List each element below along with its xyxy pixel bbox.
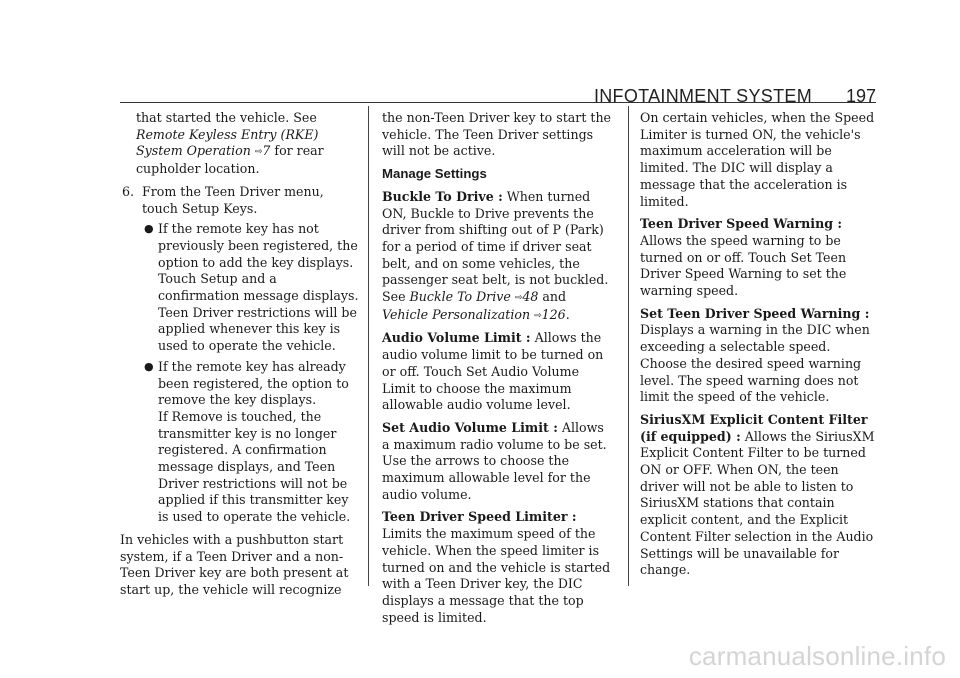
column-divider-2	[628, 106, 629, 586]
link-rke[interactable]: Remote Keyless Entry (RKE) System Operation	[136, 126, 319, 159]
paragraph-rke: that started the vehicle. See Remote Keyless Entry (RKE) System Operation ⇨7 for rear cupholder location.	[136, 110, 324, 177]
page-ref-icon: ⇨	[254, 147, 263, 158]
link-vehicle-personalization[interactable]: Vehicle Personalization	[382, 306, 531, 322]
link-buckle-to-drive[interactable]: Buckle To Drive	[409, 289, 511, 305]
page-ref-48[interactable]: 48	[522, 289, 539, 305]
bullet-icon: ●	[144, 359, 154, 373]
heading-manage-settings: Manage Settings	[382, 166, 487, 182]
setting-speed-warning: Teen Driver Speed Warning : Allows the speed warning to be turned on or off. Touch Set Teen Driver Speed Warning to set the warning speed.	[640, 216, 847, 299]
setting-speed-limiter: Teen Driver Speed Limiter : Limits the maximum speed of the vehicle. When the speed limiter is turned on and the vehicle is started with a Teen Driver key, the DIC displays a message that the top speed is limited.	[382, 509, 611, 625]
page-ref-icon: ⇨	[514, 293, 523, 304]
paragraph-pushbutton: In vehicles with a pushbutton start system, if a Teen Driver and a non-Teen Driver key are both present at start up, the vehicle will recognize	[120, 531, 349, 597]
column-3	[640, 110, 876, 585]
paragraph-not-active: the non-Teen Driver key to start the vehicle. The Teen Driver settings will not be active.	[382, 110, 612, 159]
setting-set-audio-volume-limit: Set Audio Volume Limit : Allows a maximum radio volume to be set. Use the arrows to choose the maximum allowable level for the audio volume.	[382, 419, 607, 502]
watermark: carmanualsonline.info	[688, 641, 946, 671]
page-header	[120, 86, 876, 108]
step-6: 6. From the Teen Driver menu, touch Setup Keys.	[122, 183, 324, 216]
setting-explicit-content-filter: SiriusXM Explicit Content Filter (if equipped) : Allows the SiriusXM Explicit Content Filter to be turned ON or OFF. When ON, the teen driver will not be able to listen to SiriusXM stations that contain explicit content, and the Explicit Content Filter selection in the Audio Settings will be unavailable for change.	[640, 411, 875, 578]
setting-set-speed-warning: Set Teen Driver Speed Warning : Displays a warning in the DIC when exceeding a selectable speed. Choose the desired speed warning level. The speed warning does not limit the speed of the vehicle.	[640, 305, 870, 405]
page-ref-7[interactable]: 7	[262, 143, 271, 159]
section-title: INFOTAINMENT SYSTEM	[593, 86, 812, 106]
page-ref-126[interactable]: 126	[541, 306, 566, 322]
bullet-not-registered: ● If the remote key has not previously been registered, the option to add the key displays. Touch Setup and a confirmation message displays. Teen Driver restrictions will be applied whenever this key is used to operate the vehicle.	[144, 221, 359, 354]
page-ref-icon: ⇨	[534, 310, 542, 321]
column-2	[382, 110, 614, 632]
setting-audio-volume-limit: Audio Volume Limit : Allows the audio volume limit to be turned on or off. Touch Set Audio Volume Limit to choose the maximum allowable audio volume level.	[382, 330, 604, 413]
setting-buckle-to-drive: Buckle To Drive : When turned ON, Buckle to Drive prevents the driver from shifting out of P (Park) for a period of time if driver seat belt, and on some vehicles, the passenger seat belt, is not buckled. See Buckle To Drive ⇨48 and Vehicle Personalization ⇨126.	[382, 188, 609, 322]
page-number: 197	[845, 86, 876, 106]
bullet-registered: ● If the remote key has already been registered, the option to remove the key displays. If Remove is touched, the transmitter key is no longer registered. A confirmation message displays, and Teen Driver restrictions will not be applied if this transmitter key is used to operate the vehicle.	[144, 358, 351, 525]
header-rule	[120, 102, 876, 103]
column-divider-1	[368, 106, 369, 586]
paragraph-acceleration: On certain vehicles, when the Speed Limiter is turned ON, the vehicle's maximum acceleration will be limited. The DIC will display a message that the acceleration is limited.	[640, 110, 875, 209]
bullet-icon: ●	[144, 222, 154, 236]
column-1	[120, 110, 360, 605]
